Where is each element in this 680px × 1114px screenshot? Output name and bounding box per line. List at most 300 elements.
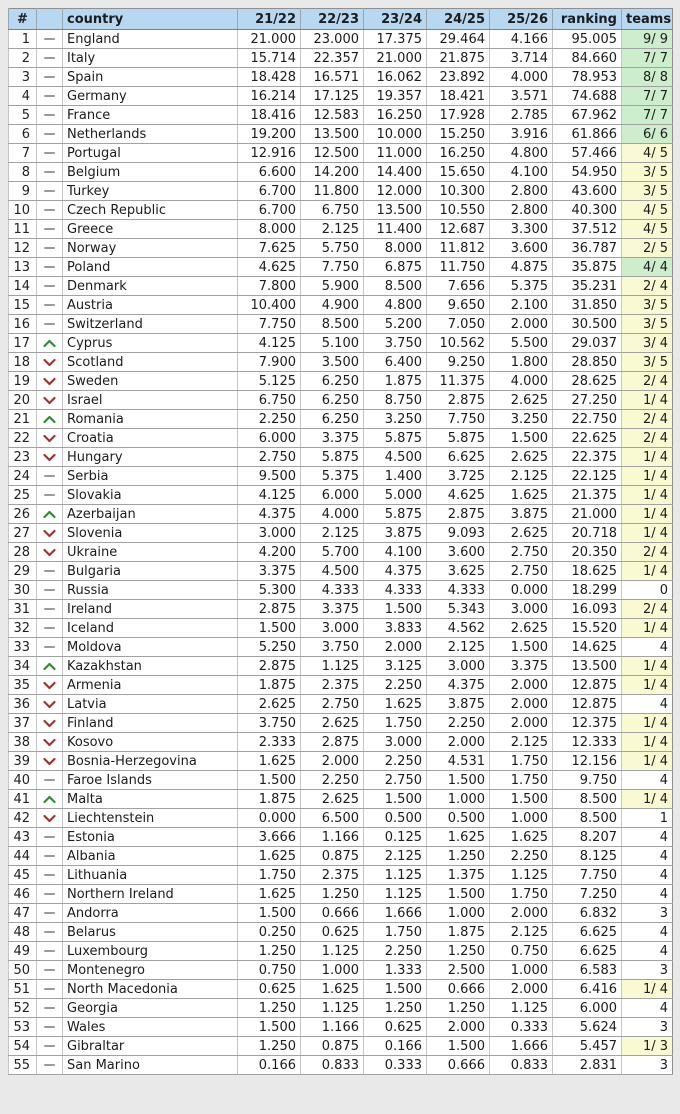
- season-2425-cell: 0.666: [427, 980, 490, 999]
- season-2223-cell: 2.125: [301, 524, 364, 543]
- table-row: [9, 353, 673, 372]
- trend-dash-icon: [44, 779, 55, 781]
- season-2526-cell: 2.800: [490, 201, 553, 220]
- season-2223-cell: 6.250: [301, 410, 364, 429]
- trend-cell: [37, 258, 63, 277]
- ranking-cell: 84.660: [553, 49, 622, 68]
- ranking-cell: 54.950: [553, 163, 622, 182]
- trend-dash-icon: [44, 228, 55, 230]
- season-2425-cell: 1.875: [427, 923, 490, 942]
- season-2425-cell: 0.666: [427, 1056, 490, 1075]
- season-2122-cell: 1.750: [238, 866, 301, 885]
- table-row: [9, 467, 673, 486]
- rank-cell: 55: [9, 1056, 37, 1075]
- season-2526-cell: 4.875: [490, 258, 553, 277]
- trend-dash-icon: [44, 1007, 55, 1009]
- season-2223-cell: 0.666: [301, 904, 364, 923]
- season-2223-cell: 1.166: [301, 1018, 364, 1037]
- season-2324-cell: 1.500: [364, 980, 427, 999]
- season-2324-cell: 0.625: [364, 1018, 427, 1037]
- teams-cell: 4/ 4: [622, 258, 673, 277]
- season-2223-cell: 3.500: [301, 353, 364, 372]
- ranking-cell: 14.625: [553, 638, 622, 657]
- season-2526-cell: 1.666: [490, 1037, 553, 1056]
- teams-cell: 7/ 7: [622, 49, 673, 68]
- ranking-cell: 67.962: [553, 106, 622, 125]
- trend-cell: [37, 676, 63, 695]
- season-2324-cell: 4.500: [364, 448, 427, 467]
- country-cell: Latvia: [63, 695, 238, 714]
- season-2223-cell: 2.375: [301, 866, 364, 885]
- season-2425-cell: 1.500: [427, 885, 490, 904]
- season-2324-cell: 5.875: [364, 429, 427, 448]
- trend-chevron-up-icon: [43, 795, 56, 804]
- season-2526-cell: 3.250: [490, 410, 553, 429]
- trend-cell: [37, 942, 63, 961]
- rank-cell: 53: [9, 1018, 37, 1037]
- season-2526-cell: 2.000: [490, 695, 553, 714]
- season-2526-cell: 2.125: [490, 467, 553, 486]
- season-2324-cell: 1.250: [364, 999, 427, 1018]
- country-cell: Ukraine: [63, 543, 238, 562]
- season-2122-cell: 1.500: [238, 619, 301, 638]
- season-2324-cell: 2.250: [364, 676, 427, 695]
- season-2223-cell: 3.375: [301, 429, 364, 448]
- season-2526-cell: 0.750: [490, 942, 553, 961]
- season-2425-cell: 23.892: [427, 68, 490, 87]
- ranking-cell: 78.953: [553, 68, 622, 87]
- ranking-cell: 57.466: [553, 144, 622, 163]
- header-season-2223: 22/23: [301, 9, 364, 30]
- season-2223-cell: 6.000: [301, 486, 364, 505]
- teams-cell: 1/ 3: [622, 1037, 673, 1056]
- season-2122-cell: 1.625: [238, 847, 301, 866]
- season-2324-cell: 14.400: [364, 163, 427, 182]
- season-2425-cell: 0.500: [427, 809, 490, 828]
- country-cell: England: [63, 30, 238, 49]
- teams-cell: 1/ 4: [622, 657, 673, 676]
- season-2122-cell: 5.125: [238, 372, 301, 391]
- rank-cell: 47: [9, 904, 37, 923]
- country-cell: Spain: [63, 68, 238, 87]
- rank-cell: 17: [9, 334, 37, 353]
- trend-chevron-down-icon: [43, 757, 56, 766]
- season-2122-cell: 0.166: [238, 1056, 301, 1075]
- table-row: [9, 68, 673, 87]
- country-cell: Russia: [63, 581, 238, 600]
- season-2526-cell: 4.166: [490, 30, 553, 49]
- ranking-cell: 30.500: [553, 315, 622, 334]
- table-header: [9, 9, 673, 30]
- table-row: [9, 125, 673, 144]
- season-2425-cell: 12.687: [427, 220, 490, 239]
- season-2425-cell: 2.875: [427, 391, 490, 410]
- season-2223-cell: 2.750: [301, 695, 364, 714]
- country-cell: Lithuania: [63, 866, 238, 885]
- season-2223-cell: 5.700: [301, 543, 364, 562]
- ranking-cell: 6.583: [553, 961, 622, 980]
- season-2425-cell: 2.125: [427, 638, 490, 657]
- rank-cell: 49: [9, 942, 37, 961]
- season-2526-cell: 5.375: [490, 277, 553, 296]
- country-cell: Montenegro: [63, 961, 238, 980]
- teams-cell: 2/ 4: [622, 372, 673, 391]
- table-row: [9, 619, 673, 638]
- season-2526-cell: 1.500: [490, 638, 553, 657]
- season-2122-cell: 1.250: [238, 1037, 301, 1056]
- trend-cell: [37, 448, 63, 467]
- teams-cell: 4: [622, 942, 673, 961]
- trend-cell: [37, 201, 63, 220]
- rank-cell: 19: [9, 372, 37, 391]
- season-2526-cell: 2.000: [490, 315, 553, 334]
- rank-cell: 4: [9, 87, 37, 106]
- trend-chevron-down-icon: [43, 529, 56, 538]
- table-row: [9, 182, 673, 201]
- season-2122-cell: 0.625: [238, 980, 301, 999]
- season-2425-cell: 6.625: [427, 448, 490, 467]
- trend-cell: [37, 543, 63, 562]
- season-2122-cell: 2.875: [238, 657, 301, 676]
- rank-cell: 46: [9, 885, 37, 904]
- ranking-cell: 9.750: [553, 771, 622, 790]
- trend-dash-icon: [44, 988, 55, 990]
- rank-cell: 40: [9, 771, 37, 790]
- teams-cell: 9/ 9: [622, 30, 673, 49]
- teams-cell: 2/ 4: [622, 277, 673, 296]
- season-2324-cell: 4.375: [364, 562, 427, 581]
- season-2324-cell: 19.357: [364, 87, 427, 106]
- header-season-2324: 23/24: [364, 9, 427, 30]
- ranking-cell: 18.299: [553, 581, 622, 600]
- ranking-cell: 20.718: [553, 524, 622, 543]
- season-2425-cell: 3.725: [427, 467, 490, 486]
- trend-chevron-down-icon: [43, 738, 56, 747]
- teams-cell: 3/ 5: [622, 182, 673, 201]
- season-2324-cell: 11.400: [364, 220, 427, 239]
- rank-cell: 25: [9, 486, 37, 505]
- season-2526-cell: 3.916: [490, 125, 553, 144]
- rank-cell: 26: [9, 505, 37, 524]
- rank-cell: 20: [9, 391, 37, 410]
- trend-cell: [37, 790, 63, 809]
- table-row: [9, 752, 673, 771]
- season-2122-cell: 18.416: [238, 106, 301, 125]
- season-2526-cell: 2.750: [490, 543, 553, 562]
- ranking-cell: 21.000: [553, 505, 622, 524]
- trend-cell: [37, 657, 63, 676]
- trend-chevron-up-icon: [43, 510, 56, 519]
- season-2223-cell: 2.125: [301, 220, 364, 239]
- season-2223-cell: 14.200: [301, 163, 364, 182]
- ranking-cell: 15.520: [553, 619, 622, 638]
- ranking-cell: 8.125: [553, 847, 622, 866]
- rank-cell: 50: [9, 961, 37, 980]
- rank-cell: 3: [9, 68, 37, 87]
- season-2425-cell: 4.333: [427, 581, 490, 600]
- season-2122-cell: 2.333: [238, 733, 301, 752]
- trend-cell: [37, 524, 63, 543]
- trend-cell: [37, 847, 63, 866]
- ranking-cell: 6.416: [553, 980, 622, 999]
- ranking-cell: 74.688: [553, 87, 622, 106]
- trend-cell: [37, 961, 63, 980]
- teams-cell: 2/ 4: [622, 410, 673, 429]
- rank-cell: 38: [9, 733, 37, 752]
- season-2122-cell: 7.900: [238, 353, 301, 372]
- season-2526-cell: 2.100: [490, 296, 553, 315]
- season-2324-cell: 0.500: [364, 809, 427, 828]
- rank-cell: 15: [9, 296, 37, 315]
- season-2122-cell: 1.500: [238, 771, 301, 790]
- table-row: [9, 638, 673, 657]
- trend-chevron-up-icon: [43, 415, 56, 424]
- ranking-cell: 8.207: [553, 828, 622, 847]
- country-cell: Moldova: [63, 638, 238, 657]
- trend-cell: [37, 923, 63, 942]
- country-cell: Italy: [63, 49, 238, 68]
- country-cell: Bosnia-Herzegovina: [63, 752, 238, 771]
- rank-cell: 54: [9, 1037, 37, 1056]
- season-2526-cell: 2.625: [490, 619, 553, 638]
- season-2425-cell: 9.093: [427, 524, 490, 543]
- trend-dash-icon: [44, 627, 55, 629]
- season-2223-cell: 3.375: [301, 600, 364, 619]
- teams-cell: 3: [622, 1056, 673, 1075]
- season-2223-cell: 2.625: [301, 714, 364, 733]
- season-2122-cell: 2.250: [238, 410, 301, 429]
- country-cell: Czech Republic: [63, 201, 238, 220]
- season-2324-cell: 1.400: [364, 467, 427, 486]
- season-2122-cell: 3.375: [238, 562, 301, 581]
- season-2425-cell: 1.000: [427, 790, 490, 809]
- season-2526-cell: 3.571: [490, 87, 553, 106]
- season-2324-cell: 6.400: [364, 353, 427, 372]
- season-2425-cell: 11.750: [427, 258, 490, 277]
- season-2526-cell: 3.600: [490, 239, 553, 258]
- season-2425-cell: 15.250: [427, 125, 490, 144]
- trend-dash-icon: [44, 589, 55, 591]
- trend-dash-icon: [44, 608, 55, 610]
- ranking-cell: 7.250: [553, 885, 622, 904]
- season-2526-cell: 1.800: [490, 353, 553, 372]
- teams-cell: 2/ 4: [622, 600, 673, 619]
- ranking-cell: 35.875: [553, 258, 622, 277]
- trend-dash-icon: [44, 266, 55, 268]
- season-2324-cell: 3.125: [364, 657, 427, 676]
- trend-cell: [37, 695, 63, 714]
- ranking-cell: 18.625: [553, 562, 622, 581]
- country-cell: Northern Ireland: [63, 885, 238, 904]
- country-cell: Estonia: [63, 828, 238, 847]
- season-2223-cell: 2.625: [301, 790, 364, 809]
- table-row: [9, 828, 673, 847]
- season-2223-cell: 0.625: [301, 923, 364, 942]
- ranking-cell: 20.350: [553, 543, 622, 562]
- country-cell: Portugal: [63, 144, 238, 163]
- ranking-cell: 31.850: [553, 296, 622, 315]
- season-2223-cell: 1.125: [301, 999, 364, 1018]
- table-row: [9, 429, 673, 448]
- season-2223-cell: 12.583: [301, 106, 364, 125]
- season-2122-cell: 0.250: [238, 923, 301, 942]
- country-cell: Israel: [63, 391, 238, 410]
- table-row: [9, 372, 673, 391]
- season-2223-cell: 2.875: [301, 733, 364, 752]
- teams-cell: 1/ 4: [622, 486, 673, 505]
- country-cell: Ireland: [63, 600, 238, 619]
- season-2122-cell: 8.000: [238, 220, 301, 239]
- season-2324-cell: 13.500: [364, 201, 427, 220]
- season-2122-cell: 0.750: [238, 961, 301, 980]
- season-2223-cell: 5.100: [301, 334, 364, 353]
- season-2425-cell: 2.000: [427, 1018, 490, 1037]
- season-2324-cell: 1.500: [364, 600, 427, 619]
- teams-cell: 2/ 5: [622, 239, 673, 258]
- season-2425-cell: 2.500: [427, 961, 490, 980]
- teams-cell: 3/ 5: [622, 163, 673, 182]
- rank-cell: 23: [9, 448, 37, 467]
- ranking-cell: 8.500: [553, 809, 622, 828]
- season-2425-cell: 7.050: [427, 315, 490, 334]
- trend-dash-icon: [44, 646, 55, 648]
- table-row: [9, 1056, 673, 1075]
- trend-cell: [37, 809, 63, 828]
- rank-cell: 18: [9, 353, 37, 372]
- trend-cell: [37, 999, 63, 1018]
- ranking-cell: 28.850: [553, 353, 622, 372]
- rank-cell: 1: [9, 30, 37, 49]
- country-cell: Liechtenstein: [63, 809, 238, 828]
- season-2526-cell: 3.300: [490, 220, 553, 239]
- country-cell: Slovakia: [63, 486, 238, 505]
- table-row: [9, 904, 673, 923]
- season-2425-cell: 9.250: [427, 353, 490, 372]
- teams-cell: 4: [622, 771, 673, 790]
- country-cell: Gibraltar: [63, 1037, 238, 1056]
- season-2425-cell: 4.625: [427, 486, 490, 505]
- header-teams: teams: [622, 9, 673, 30]
- season-2526-cell: 4.000: [490, 372, 553, 391]
- trend-dash-icon: [44, 95, 55, 97]
- season-2425-cell: 4.375: [427, 676, 490, 695]
- table-row: [9, 1037, 673, 1056]
- season-2425-cell: 2.000: [427, 733, 490, 752]
- season-2526-cell: 4.800: [490, 144, 553, 163]
- season-2425-cell: 4.562: [427, 619, 490, 638]
- country-cell: San Marino: [63, 1056, 238, 1075]
- table-row: [9, 695, 673, 714]
- table-row: [9, 714, 673, 733]
- teams-cell: 4: [622, 866, 673, 885]
- country-cell: Germany: [63, 87, 238, 106]
- season-2223-cell: 1.125: [301, 942, 364, 961]
- season-2223-cell: 2.000: [301, 752, 364, 771]
- country-cell: Greece: [63, 220, 238, 239]
- season-2223-cell: 4.500: [301, 562, 364, 581]
- season-2223-cell: 5.750: [301, 239, 364, 258]
- rank-cell: 5: [9, 106, 37, 125]
- teams-cell: 4: [622, 885, 673, 904]
- season-2324-cell: 3.833: [364, 619, 427, 638]
- table-row: [9, 866, 673, 885]
- season-2324-cell: 1.125: [364, 885, 427, 904]
- teams-cell: 1/ 4: [622, 619, 673, 638]
- season-2122-cell: 2.750: [238, 448, 301, 467]
- rank-cell: 42: [9, 809, 37, 828]
- ranking-cell: 27.250: [553, 391, 622, 410]
- ranking-cell: 13.500: [553, 657, 622, 676]
- season-2324-cell: 16.250: [364, 106, 427, 125]
- ranking-cell: 12.333: [553, 733, 622, 752]
- season-2425-cell: 3.625: [427, 562, 490, 581]
- table-row: [9, 733, 673, 752]
- season-2425-cell: 2.875: [427, 505, 490, 524]
- rank-cell: 52: [9, 999, 37, 1018]
- trend-chevron-down-icon: [43, 358, 56, 367]
- rank-cell: 48: [9, 923, 37, 942]
- trend-dash-icon: [44, 247, 55, 249]
- table-row: [9, 809, 673, 828]
- season-2324-cell: 1.500: [364, 790, 427, 809]
- trend-cell: [37, 885, 63, 904]
- season-2526-cell: 2.625: [490, 448, 553, 467]
- season-2223-cell: 3.000: [301, 619, 364, 638]
- trend-cell: [37, 106, 63, 125]
- table-row: [9, 581, 673, 600]
- trend-dash-icon: [44, 285, 55, 287]
- ranking-cell: 61.866: [553, 125, 622, 144]
- country-cell: Luxembourg: [63, 942, 238, 961]
- season-2526-cell: 2.625: [490, 391, 553, 410]
- season-2223-cell: 1.125: [301, 657, 364, 676]
- ranking-cell: 12.875: [553, 695, 622, 714]
- season-2324-cell: 4.800: [364, 296, 427, 315]
- season-2526-cell: 1.750: [490, 752, 553, 771]
- teams-cell: 4/ 5: [622, 201, 673, 220]
- season-2425-cell: 11.812: [427, 239, 490, 258]
- ranking-cell: 22.625: [553, 429, 622, 448]
- country-cell: Norway: [63, 239, 238, 258]
- header-row: [9, 9, 673, 30]
- teams-cell: 2/ 4: [622, 543, 673, 562]
- season-2324-cell: 8.750: [364, 391, 427, 410]
- trend-dash-icon: [44, 570, 55, 572]
- table-row: [9, 790, 673, 809]
- season-2122-cell: 1.625: [238, 885, 301, 904]
- season-2526-cell: 2.800: [490, 182, 553, 201]
- table-row: [9, 163, 673, 182]
- season-2122-cell: 5.250: [238, 638, 301, 657]
- ranking-cell: 43.600: [553, 182, 622, 201]
- season-2223-cell: 23.000: [301, 30, 364, 49]
- rank-cell: 11: [9, 220, 37, 239]
- country-cell: Serbia: [63, 467, 238, 486]
- trend-cell: [37, 866, 63, 885]
- trend-cell: [37, 638, 63, 657]
- season-2223-cell: 6.250: [301, 391, 364, 410]
- season-2425-cell: 10.300: [427, 182, 490, 201]
- season-2425-cell: 7.750: [427, 410, 490, 429]
- uefa-coefficient-table: [8, 8, 673, 1075]
- season-2324-cell: 10.000: [364, 125, 427, 144]
- trend-dash-icon: [44, 209, 55, 211]
- season-2223-cell: 1.250: [301, 885, 364, 904]
- season-2122-cell: 1.875: [238, 790, 301, 809]
- country-cell: Finland: [63, 714, 238, 733]
- teams-cell: 4: [622, 999, 673, 1018]
- teams-cell: 1/ 4: [622, 524, 673, 543]
